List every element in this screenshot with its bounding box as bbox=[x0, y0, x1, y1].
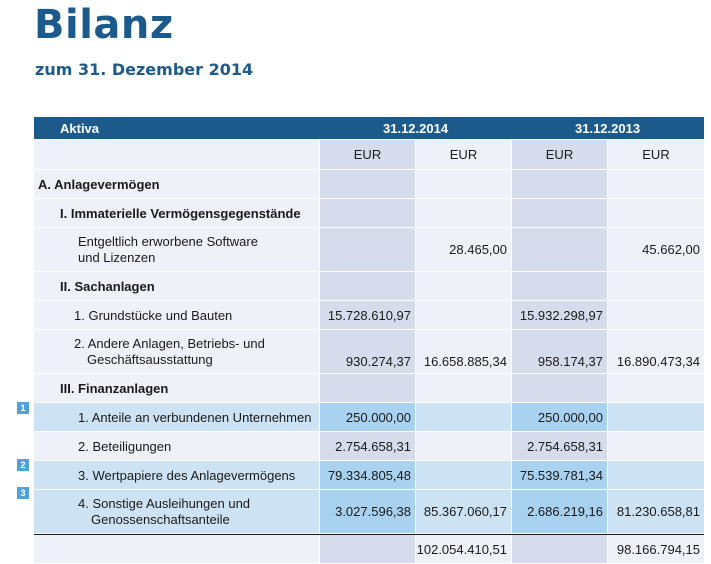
footnote-marker: 2 bbox=[17, 459, 29, 471]
total-row bbox=[34, 534, 704, 564]
value-cell: 15.932.298,97 bbox=[511, 301, 607, 329]
balance-sheet-table bbox=[34, 117, 704, 564]
value-cell: 75.539.781,34 bbox=[511, 461, 607, 489]
row-label: 2. Andere Anlagen, Betriebs- und Geschäftsausstattung bbox=[34, 330, 319, 373]
table-header bbox=[34, 117, 704, 140]
value-cell: 250.000,00 bbox=[511, 403, 607, 431]
table-row bbox=[34, 432, 704, 461]
row-label: II. Sachanlagen bbox=[34, 272, 319, 300]
total-cell: 102.054.410,51 bbox=[415, 535, 511, 563]
row-label: 1. Anteile an verbundenen Unternehmen bbox=[34, 403, 319, 431]
value-cell: 958.174,37 bbox=[511, 330, 607, 373]
value-cell: 250.000,00 bbox=[319, 403, 415, 431]
row-label: I. Immaterielle Vermögensgegenstände bbox=[34, 199, 319, 227]
table-row bbox=[34, 170, 704, 199]
header-date-2014: 31.12.2014 bbox=[383, 121, 449, 136]
header-section: Aktiva bbox=[60, 121, 100, 136]
value-cell: 2.754.658,31 bbox=[319, 432, 415, 460]
header-date-2013: 31.12.2013 bbox=[575, 121, 641, 136]
row-label: 4. Sonstige Ausleihungen und Genossenschaftsanteile bbox=[34, 490, 319, 533]
value-cell: 15.728.610,97 bbox=[319, 301, 415, 329]
value-cell: 16.658.885,34 bbox=[415, 330, 511, 373]
total-cell: 98.166.794,15 bbox=[607, 535, 704, 563]
row-label: Entgeltlich erworbene Software und Lizenzen bbox=[34, 228, 319, 271]
table-row bbox=[34, 199, 704, 228]
value-cell: 16.890.473,34 bbox=[607, 330, 704, 373]
footnote-marker: 3 bbox=[17, 487, 29, 499]
row-label: 1. Grundstücke und Bauten bbox=[34, 301, 319, 329]
table-row bbox=[34, 490, 704, 534]
currency-cell: EUR bbox=[511, 140, 607, 169]
page-title: Bilanz bbox=[34, 2, 174, 48]
table-row bbox=[34, 461, 704, 490]
currency-cell: EUR bbox=[607, 140, 704, 169]
table-row bbox=[34, 301, 704, 330]
row-label: 2. Beteiligungen bbox=[34, 432, 319, 460]
value-cell: 45.662,00 bbox=[607, 228, 704, 271]
value-cell: 930.274,37 bbox=[319, 330, 415, 373]
table-row bbox=[34, 330, 704, 374]
row-label: 3. Wertpapiere des Anlagevermögens bbox=[34, 461, 319, 489]
value-cell: 28.465,00 bbox=[415, 228, 511, 271]
table-row bbox=[34, 403, 704, 432]
value-cell: 81.230.658,81 bbox=[607, 490, 704, 533]
value-cell: 3.027.596,38 bbox=[319, 490, 415, 533]
currency-row bbox=[34, 140, 704, 170]
table-row bbox=[34, 272, 704, 301]
row-label: A. Anlagevermögen bbox=[34, 170, 319, 198]
currency-cell: EUR bbox=[415, 140, 511, 169]
value-cell: 2.686.219,16 bbox=[511, 490, 607, 533]
table-row bbox=[34, 374, 704, 403]
page-subtitle: zum 31. Dezember 2014 bbox=[35, 60, 254, 79]
value-cell: 79.334.805,48 bbox=[319, 461, 415, 489]
footnote-marker: 1 bbox=[17, 402, 29, 414]
currency-cell: EUR bbox=[319, 140, 415, 169]
value-cell: 85.367.060,17 bbox=[415, 490, 511, 533]
table-row bbox=[34, 228, 704, 272]
row-label: III. Finanzanlagen bbox=[34, 374, 319, 402]
value-cell: 2.754.658,31 bbox=[511, 432, 607, 460]
